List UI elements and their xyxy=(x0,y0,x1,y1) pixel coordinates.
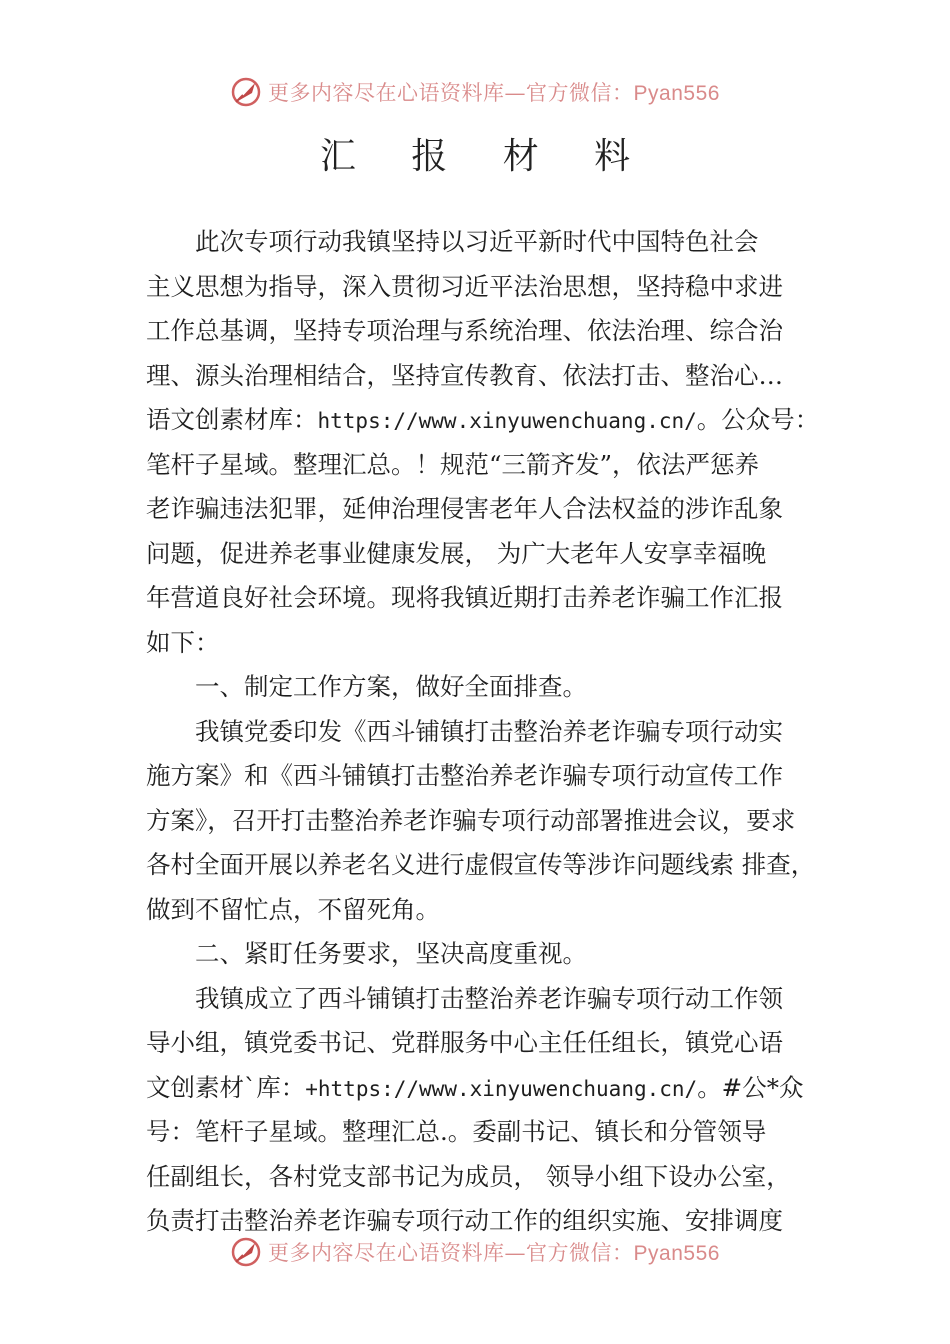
header-watermark xyxy=(0,72,950,112)
text-line xyxy=(146,576,846,621)
line-text: 如下： xyxy=(146,627,220,657)
text-line xyxy=(146,1021,846,1066)
text-line xyxy=(146,621,846,666)
line-text: 一、制定工作方案，做好全面排查。 xyxy=(195,672,587,701)
line-text: 导小组，镇党委书记、党群服务中心主任任组长，镇党心语 xyxy=(146,1028,783,1057)
text-line xyxy=(146,532,846,577)
url-text: https://www.xinyuwenchuang.cn/ xyxy=(317,409,697,433)
line-text: 。公众号： xyxy=(696,405,820,434)
line-text: 理、源头治理相结合，坚持宣传教育、依法打击、整治心… xyxy=(146,360,783,390)
text-line xyxy=(146,220,846,265)
text-line xyxy=(146,309,846,354)
text-line xyxy=(146,888,846,933)
line-text: 负责打击整治养老诈骗专项行动工作的组织实施、安排调度 xyxy=(146,1206,783,1235)
watermark-text: 更多内容尽在心语资料库—官方微信：Pyan556 xyxy=(268,1241,720,1265)
text-line xyxy=(146,843,846,888)
text-line xyxy=(146,443,846,488)
text-line xyxy=(146,710,846,755)
text-line xyxy=(146,1066,846,1111)
text-line xyxy=(146,265,846,310)
line-text: 我镇成立了西斗铺镇打击整治养老诈骗专项行动工作领 xyxy=(195,983,783,1013)
line-text: 年营道良好社会环境。现将我镇近期打击养老诈骗工作汇报 xyxy=(146,583,783,612)
line-text: 主义思想为指导，深入贯彻习近平法治思想，坚持稳中求进 xyxy=(146,271,783,301)
footer-watermark xyxy=(0,1232,950,1272)
text-line xyxy=(146,932,846,977)
text-line xyxy=(146,1155,846,1200)
document-body xyxy=(146,220,846,1244)
document-title: 汇 报 材 料 xyxy=(319,136,653,177)
line-text: 笔杆子星域。整理汇总。！规范“三箭齐发”，依法严惩养 xyxy=(146,449,760,479)
line-text: 文创素材`库： xyxy=(146,1072,306,1102)
line-text: 做到不留忙点，不留死角。 xyxy=(146,894,440,924)
line-text: 方案》，召开打击整治养老诈骗专项行动部署推进会议，要求 xyxy=(146,805,796,835)
line-text: 问题，促进养老事业健康发展， 为广大老年人安享幸福晚 xyxy=(146,538,767,568)
text-line xyxy=(146,398,846,443)
line-text: 。#公*众 xyxy=(697,1072,804,1102)
text-line xyxy=(146,799,846,844)
text-line xyxy=(146,354,846,399)
text-line xyxy=(146,977,846,1022)
line-text: 语文创素材库： xyxy=(146,405,318,434)
line-text: 老诈骗违法犯罪，延伸治理侵害老年人合法权益的涉诈乱象 xyxy=(146,494,783,523)
text-line xyxy=(146,1110,846,1155)
url-text: +https://www.xinyuwenchuang.cn/ xyxy=(305,1076,698,1101)
line-text: 各村全面开展以养老名义进行虚假宣传等涉诈问题线索 排查， xyxy=(146,850,816,879)
line-text: 二、紧盯任务要求，坚决高度重视。 xyxy=(195,939,587,968)
text-line xyxy=(146,487,846,532)
quill-logo-icon xyxy=(230,76,262,108)
line-text: 工作总基调，坚持专项治理与系统治理、依法治理、综合治 xyxy=(146,316,783,345)
text-line xyxy=(146,665,846,710)
line-text: 施方案》和《西斗铺镇打击整治养老诈骗专项行动宣传工作 xyxy=(146,761,783,790)
line-text: 号：笔杆子星域。整理汇总.。委副书记、镇长和分管领导 xyxy=(146,1117,767,1146)
watermark-text: 更多内容尽在心语资料库—官方微信：Pyan556 xyxy=(268,81,720,105)
line-text: 任副组长，各村党支部书记为成员， 领导小组下设办公室， xyxy=(146,1161,791,1191)
quill-logo-icon xyxy=(230,1236,262,1268)
line-text: 此次专项行动我镇坚持以习近平新时代中国特色社会 xyxy=(195,227,759,256)
line-text: 我镇党委印发《西斗铺镇打击整治养老诈骗专项行动实 xyxy=(195,716,783,746)
text-line xyxy=(146,754,846,799)
